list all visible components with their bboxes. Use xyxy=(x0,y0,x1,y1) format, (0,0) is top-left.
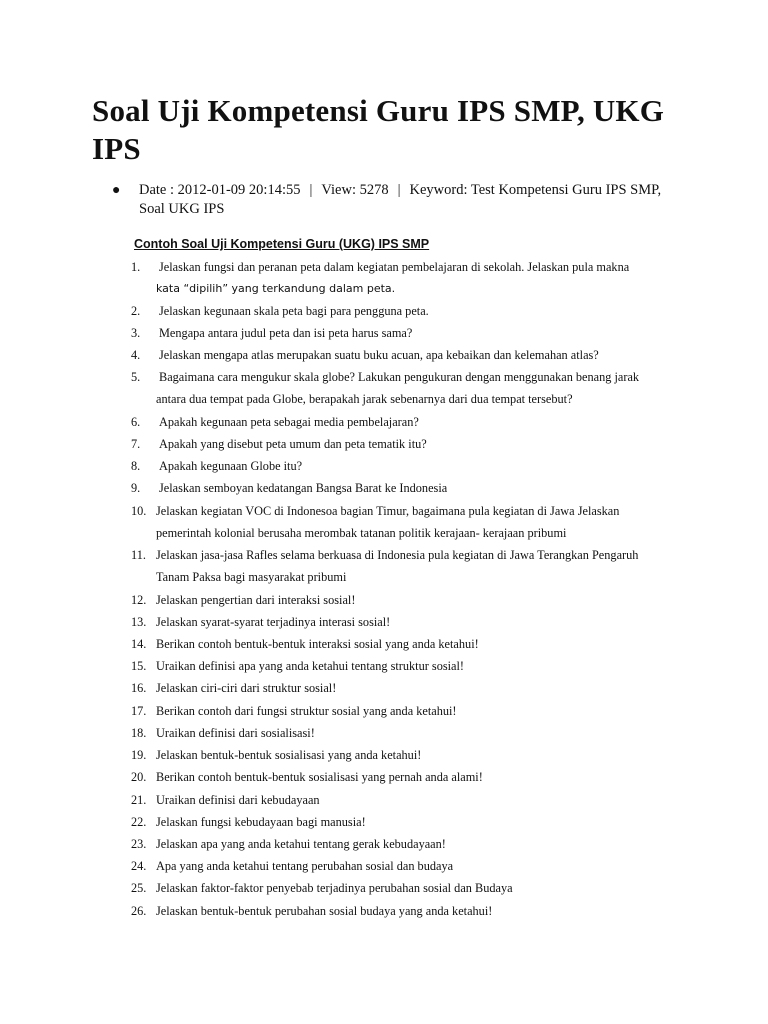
question-number: 3. xyxy=(131,326,141,340)
question-text: Jelaskan ciri-ciri dari struktur sosial! xyxy=(156,681,337,695)
question-number: 19. xyxy=(131,748,147,762)
question-number: 25. xyxy=(131,881,147,895)
bullet-icon: ● xyxy=(112,183,121,198)
question-text-continued: kata “dipilih” yang terkandung dalam peta. xyxy=(156,282,396,295)
question-text: Berikan contoh bentuk-bentuk interaksi sosial yang anda ketahui! xyxy=(156,637,479,651)
question-text: Berikan contoh dari fungsi struktur sosial yang anda ketahui! xyxy=(156,704,457,718)
meta-date: Date : 2012-01-09 20:14:55 xyxy=(139,182,301,198)
question-number: 21. xyxy=(131,793,147,807)
question-text-continued: antara dua tempat pada Globe, berapakah jarak sebenarnya dari dua tempat tersebut? xyxy=(156,392,573,406)
question-text: Apakah kegunaan peta sebagai media pembelajaran? xyxy=(159,415,419,429)
question-number: 16. xyxy=(131,681,147,695)
question-text: Apakah kegunaan Globe itu? xyxy=(159,459,303,473)
question-text: Jelaskan kegunaan skala peta bagi para pengguna peta. xyxy=(159,304,429,318)
question-number: 9. xyxy=(131,481,141,495)
question-number: 6. xyxy=(131,415,141,429)
question-text: Jelaskan kegiatan VOC di Indonesoa bagian Timur, bagaimana pula kegiatan di Jawa Jelaskan xyxy=(156,504,620,518)
question-number: 4. xyxy=(131,348,141,362)
question-text: Berikan contoh bentuk-bentuk sosialisasi yang pernah anda alami! xyxy=(156,770,483,784)
question-number: 5. xyxy=(131,370,141,384)
question-text: Jelaskan semboyan kedatangan Bangsa Barat ke Indonesia xyxy=(159,481,448,495)
page-title: Soal Uji Kompetensi Guru IPS SMP, UKG IPS xyxy=(92,93,665,166)
question-number: 22. xyxy=(131,815,147,829)
meta-separator: | xyxy=(309,182,313,198)
question-text: Uraikan definisi dari kebudayaan xyxy=(156,793,320,807)
question-number: 26. xyxy=(131,904,147,918)
question-number: 8. xyxy=(131,459,141,473)
question-number: 10. xyxy=(131,504,147,518)
question-number: 20. xyxy=(131,770,147,784)
question-text: Jelaskan apa yang anda ketahui tentang gerak kebudayaan! xyxy=(156,837,446,851)
question-text: Jelaskan bentuk-bentuk sosialisasi yang anda ketahui! xyxy=(156,748,422,762)
question-text-continued: Tanam Paksa bagi masyarakat pribumi xyxy=(156,570,347,584)
question-text: Apakah yang disebut peta umum dan peta tematik itu? xyxy=(159,437,427,451)
question-text: Mengapa antara judul peta dan isi peta harus sama? xyxy=(159,326,413,340)
question-number: 17. xyxy=(131,704,147,718)
section-subtitle: Contoh Soal Uji Kompetensi Guru (UKG) IPS SMP xyxy=(134,237,430,251)
question-number: 2. xyxy=(131,304,141,318)
meta-separator: | xyxy=(397,182,401,198)
question-number: 11. xyxy=(131,548,146,562)
meta-keyword: Keyword: Test Kompetensi Guru IPS SMP, Soal UKG IPS xyxy=(139,182,662,217)
question-text: Jelaskan faktor-faktor penyebab terjadinya perubahan sosial dan Budaya xyxy=(156,881,513,895)
question-text: Jelaskan mengapa atlas merupakan suatu buku acuan, apa kebaikan dan kelemahan atlas? xyxy=(159,348,599,362)
question-number: 18. xyxy=(131,726,147,740)
question-text: Jelaskan bentuk-bentuk perubahan sosial budaya yang anda ketahui! xyxy=(156,904,493,918)
question-number: 12. xyxy=(131,593,147,607)
question-text: Jelaskan fungsi dan peranan peta dalam kegiatan pembelajaran di sekolah. Jelaskan pula makna xyxy=(159,260,630,274)
question-number: 23. xyxy=(131,837,147,851)
question-number: 1. xyxy=(131,260,141,274)
question-number: 15. xyxy=(131,659,147,673)
question-number: 24. xyxy=(131,859,147,873)
meta-views: View: 5278 xyxy=(321,182,389,198)
question-text: Jelaskan fungsi kebudayaan bagi manusia! xyxy=(156,815,366,829)
question-text: Uraikan definisi dari sosialisasi! xyxy=(156,726,315,740)
question-text: Bagaimana cara mengukur skala globe? Lakukan pengukuran dengan menggunakan benang jarak xyxy=(159,370,640,384)
question-number: 13. xyxy=(131,615,147,629)
question-text: Jelaskan syarat-syarat terjadinya interasi sosial! xyxy=(156,615,391,629)
question-text: Jelaskan jasa-jasa Rafles selama berkuasa di Indonesia pula kegiatan di Jawa Terangkan Pengaruh xyxy=(156,548,639,562)
question-text: Uraikan definisi apa yang anda ketahui tentang struktur sosial! xyxy=(156,659,465,673)
question-number: 14. xyxy=(131,637,147,651)
question-text: Jelaskan pengertian dari interaksi sosial! xyxy=(156,593,356,607)
question-text-continued: pemerintah kolonial berusaha merombak tatanan politik kerajaan- kerajaan pribumi xyxy=(156,526,567,540)
question-number: 7. xyxy=(131,437,141,451)
question-text: Apa yang anda ketahui tentang perubahan sosial dan budaya xyxy=(156,859,454,873)
